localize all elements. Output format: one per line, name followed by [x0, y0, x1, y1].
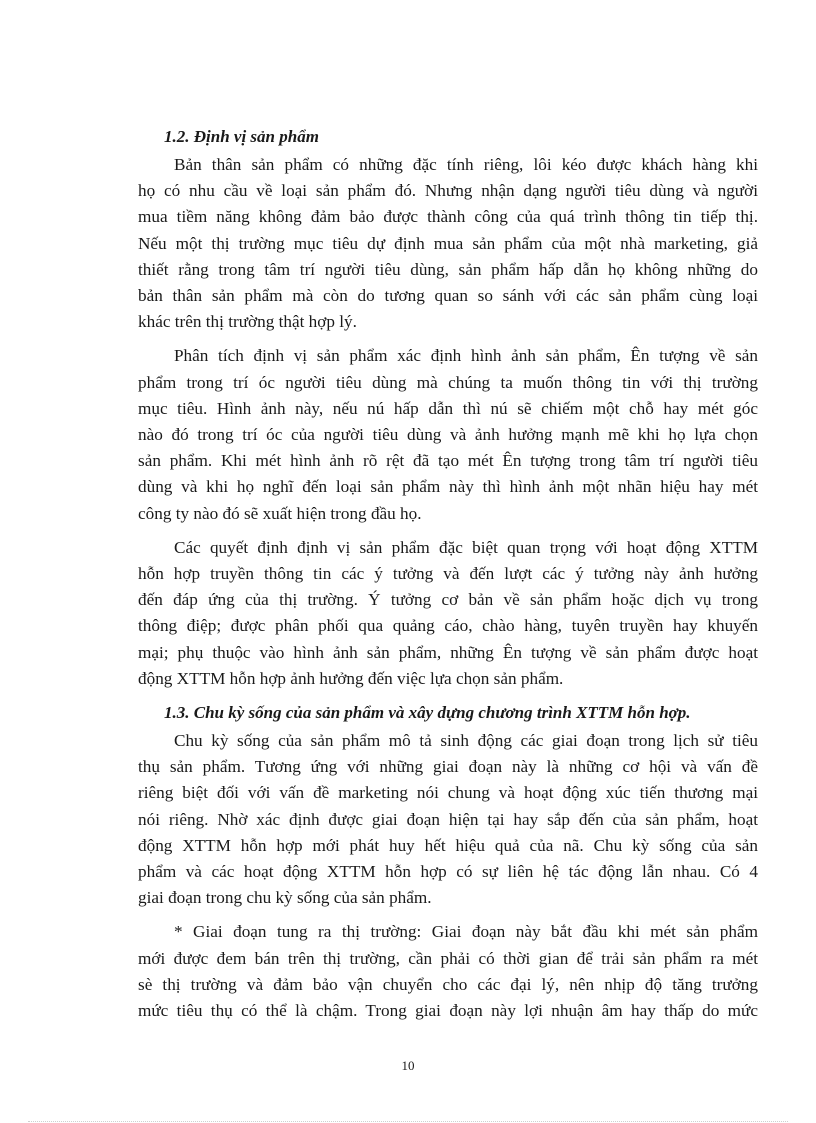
section-heading-1-2: 1.2. Định vị sản phẩm: [164, 127, 319, 146]
paragraph-line: bản thân sản phẩm mà còn do tương quan so sánh với các sản phẩm cùng loại: [138, 286, 758, 306]
paragraph-line: Nếu một thị trường mục tiêu dự định mua sản phẩm của một nhà marketing, giả: [138, 233, 758, 253]
paragraph-line: giai đoạn trong chu kỳ sống của sản phẩm.: [138, 888, 432, 908]
page-number: 10: [401, 1058, 415, 1073]
paragraph-line: động XTTM hỗn hợp ảnh hưởng đến việc lựa chọn sản phẩm.: [138, 668, 564, 688]
paragraph-line: họ có nhu cầu về loại sản phẩm đó. Nhưng nhận dạng người tiêu dùng và người: [138, 181, 758, 201]
paragraph-3: [138, 535, 758, 692]
paragraph-line: mức tiêu thụ có thể là chậm. Trong giai đoạn này lợi nhuận âm hay thấp do mức: [138, 1001, 758, 1021]
paragraph-line: hỗn hợp truyền thông tin các ý tưởng và đến lượt các ý tưởng này ảnh hưởng: [138, 564, 758, 584]
paragraph-line: nói riêng. Nhờ xác định được giai đoạn hiện tại hay sắp đến của sản phẩm, hoạt: [138, 809, 758, 829]
page-body: [138, 124, 758, 1032]
paragraph-line: đến đáp ứng của thị trường. Ý tưởng cơ bản về sản phẩm hoặc dịch vụ trong: [138, 590, 758, 610]
paragraph-line: mại; phụ thuộc vào hình ảnh sản phẩm, những Ên tượng về sản phẩm được hoạt: [138, 642, 758, 662]
paragraph-line: khác trên thị trường thật hợp lý.: [138, 312, 357, 332]
paragraph-line: phẩm và các hoạt động XTTM hỗn hợp có sự liên hệ tác động lẫn nhau. Có 4: [138, 862, 758, 882]
paragraph-line: nào đó trong trí óc của người tiêu dùng và ảnh hưởng mạnh mẽ khi họ lựa chọn: [138, 425, 758, 445]
paragraph-line: mua tiềm năng không đảm bảo được thành công của quá trình thông tin tiếp thị.: [138, 207, 758, 227]
paragraph-line: thông điệp; được phân phối qua quảng cáo, chào hàng, tuyên truyền hay khuyến: [138, 616, 758, 636]
paragraph-line: Bản thân sản phẩm có những đặc tính riêng, lôi kéo được khách hàng khi: [174, 155, 758, 174]
paragraph-line: công ty nào đó sẽ xuất hiện trong đầu họ.: [138, 503, 422, 523]
paragraph-line: phẩm trong trí óc người tiêu dùng mà chúng ta muốn thông tin với thị trường: [138, 372, 758, 392]
paragraph-1: [138, 152, 758, 335]
paragraph-line: Chu kỳ sống của sản phẩm mô tả sinh động các giai đoạn trong lịch sử tiêu: [174, 731, 758, 751]
page-bottom-divider: [28, 1121, 788, 1122]
paragraph-line: Các quyết định định vị sản phẩm đặc biệt quan trọng với hoạt động XTTM: [174, 537, 758, 557]
paragraph-line: riêng biệt đối với vấn đề marketing nói chung và hoạt động xúc tiến thương mại: [138, 783, 758, 803]
paragraph-4: [138, 728, 758, 911]
paragraph-line: động XTTM hỗn hợp mới phát huy hết hiệu quả của nã. Chu kỳ sống của sản: [138, 835, 758, 855]
paragraph-line: dùng và khi họ nghĩ đến loại sản phẩm này thì hình ảnh một nhãn hiệu hay mét: [138, 477, 758, 497]
paragraph-line: sản phẩm. Khi mét hình ảnh rõ rệt đã tạo mét Ên tượng trong tâm trí người tiêu: [138, 451, 758, 471]
paragraph-line: Phân tích định vị sản phẩm xác định hình ảnh sản phẩm, Ên tượng về sản: [174, 346, 758, 366]
paragraph-line: thiết rằng trong tâm trí người tiêu dùng, sản phẩm hấp dẫn họ không những do: [138, 259, 758, 279]
paragraph-line: mới được đem bán trên thị trường, cần phải có thời gian để trải sản phẩm ra mét: [138, 948, 758, 968]
paragraph-2: [138, 343, 758, 526]
paragraph-line: sè thị trường và đảm bảo vận chuyển cho các đại lý, nên nhịp độ tăng trưởng: [138, 974, 758, 994]
section-heading-1-3: 1.3. Chu kỳ sống của sản phẩm và xây dựng chương trình XTTM hỗn hợp.: [164, 703, 691, 723]
paragraph-line: mục tiêu. Hình ảnh này, nếu nú hấp dẫn thì nú sẽ chiếm một chỗ hay mét góc: [138, 398, 758, 418]
paragraph-5: [138, 919, 758, 1024]
paragraph-line: * Giai đoạn tung ra thị trường: Giai đoạn này bắt đầu khi mét sản phẩm: [174, 922, 758, 942]
paragraph-line: thụ sản phẩm. Tương ứng với những giai đoạn này là những cơ hội và vấn đề: [138, 757, 758, 777]
